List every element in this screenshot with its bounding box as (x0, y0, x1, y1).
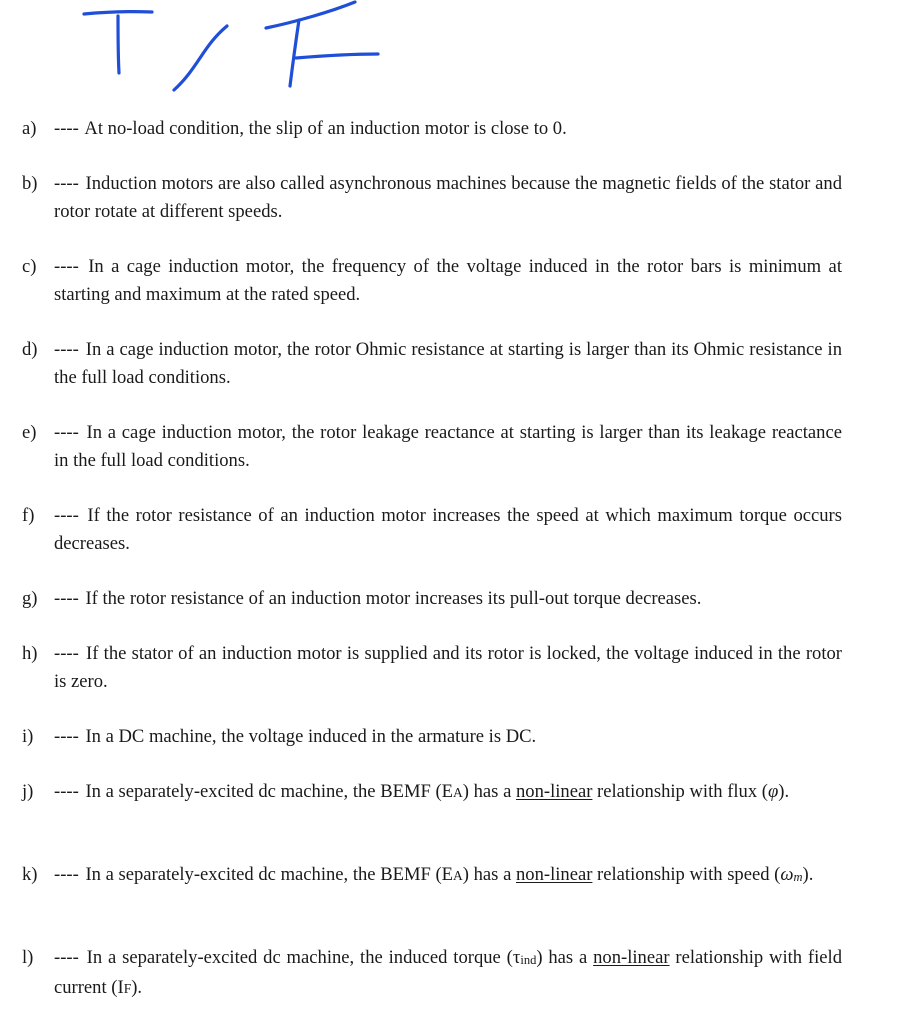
question-letter: g) (22, 588, 38, 609)
underlined-term: non-linear (515, 864, 593, 885)
answer-blank: ---- (54, 781, 79, 802)
question-text-post: relationship with flux ( (592, 781, 768, 802)
answer-blank: ---- (54, 339, 79, 360)
question-text-start: In a separately-excited dc machine, the BEMF (E (85, 864, 454, 885)
answer-blank: ---- (54, 118, 79, 139)
tau-symbol: τ (512, 947, 521, 968)
question-text-post: relationship with field current (I (54, 947, 842, 998)
question-text: If the rotor resistance of an induction motor increases the speed at which maximum torque occurs decreases. (54, 505, 842, 554)
question-letter: h) (22, 643, 38, 664)
answer-blank: ---- (54, 947, 79, 968)
omega-symbol: ω (780, 864, 794, 885)
question-text-mid: ) has a (536, 947, 594, 968)
answer-blank: ---- (54, 588, 79, 609)
question-text: In a cage induction motor, the rotor Ohmic resistance at starting is larger than its Ohmic resistance in the full load conditions. (54, 339, 842, 388)
question-text-start: In a separately-excited dc machine, the BEMF (E (85, 781, 454, 802)
answer-blank: ---- (54, 864, 79, 885)
question-letter: a) (22, 118, 37, 139)
answer-blank: ---- (54, 643, 79, 664)
question-d (22, 336, 842, 392)
question-text-mid: ) has a (462, 781, 516, 802)
question-text: If the stator of an induction motor is supplied and its rotor is locked, the voltage induced in the rotor is zero. (54, 643, 842, 692)
question-letter: e) (22, 422, 37, 443)
question-letter: d) (22, 339, 38, 360)
question-text-post: relationship with speed ( (592, 864, 781, 885)
question-g (22, 585, 842, 613)
question-letter: f) (22, 505, 35, 526)
question-text: At no-load condition, the slip of an induction motor is close to 0. (84, 118, 567, 139)
question-letter: j) (22, 781, 34, 802)
question-text-end: ). (778, 781, 790, 802)
question-h (22, 640, 842, 696)
question-letter: k) (22, 864, 38, 885)
answer-blank: ---- (54, 422, 79, 443)
question-i (22, 723, 842, 751)
answer-blank: ---- (54, 505, 79, 526)
question-text: In a cage induction motor, the rotor leakage reactance at starting is larger than its leakage reactance in the full load conditions. (54, 422, 842, 471)
question-letter: c) (22, 256, 37, 277)
question-text-end: ). (131, 977, 143, 998)
question-letter: b) (22, 173, 38, 194)
question-c (22, 253, 842, 309)
question-b (22, 170, 842, 226)
question-e (22, 419, 842, 475)
underlined-term: non-linear (515, 781, 593, 802)
omega-subscript: m (793, 870, 803, 884)
question-text: In a DC machine, the voltage induced in the armature is DC. (85, 726, 537, 747)
question-l (22, 944, 842, 1003)
underlined-term: non-linear (593, 947, 670, 968)
answer-blank: ---- (54, 173, 79, 194)
question-text: If the rotor resistance of an induction motor increases its pull-out torque decreases. (85, 588, 702, 609)
tau-subscript: ind (520, 953, 537, 967)
answer-blank: ---- (54, 256, 79, 277)
answer-blank: ---- (54, 726, 79, 747)
flux-symbol: φ (768, 781, 779, 802)
question-letter: i) (22, 726, 34, 747)
question-k (22, 861, 842, 891)
question-letter: l) (22, 947, 34, 968)
question-j (22, 778, 842, 807)
question-text: Induction motors are also called asynchronous machines because the magnetic fields of the stator and rotor rotate at different speeds. (54, 173, 842, 222)
question-text-end: ). (802, 864, 814, 885)
question-f (22, 502, 842, 558)
subscript-a: A (453, 868, 463, 883)
question-text-mid: ) has a (462, 864, 516, 885)
question-a (22, 115, 842, 143)
question-text: In a cage induction motor, the frequency of the voltage induced in the rotor bars is minimum at starting and maximum at the rated speed. (54, 256, 842, 305)
subscript-a: A (453, 785, 463, 800)
question-text-start: In a separately-excited dc machine, the induced torque ( (86, 947, 513, 968)
subscript-f: F (123, 981, 132, 996)
